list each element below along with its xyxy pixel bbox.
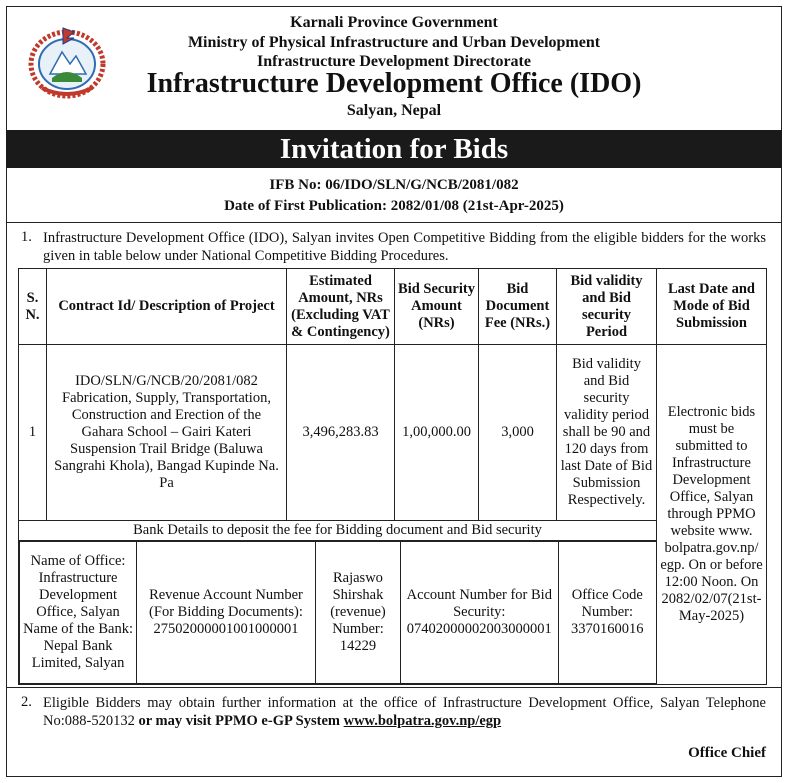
- header-amount: Estimated Amount, NRs (Excluding VAT & Contingency): [287, 269, 395, 345]
- row-validity: Bid validity and Bid security validity period shall be 90 and 120 days from last Date of Bid Submission Respectively.: [557, 345, 657, 521]
- ministry-name: Ministry of Physical Infrastructure and Urban Development: [187, 34, 601, 51]
- rajaswo-number: Rajaswo Shirshak (revenue) Number: 14229: [315, 542, 400, 684]
- header-validity: Bid validity and Bid security Period: [557, 269, 657, 345]
- bank-details-row: [19, 541, 657, 685]
- para1-number: 1.: [21, 229, 32, 245]
- bank-details-title: Bank Details to deposit the fee for Bidding document and Bid security: [19, 521, 657, 541]
- divider: [6, 222, 782, 223]
- bolpatra-link[interactable]: www.bolpatra.gov.np/egp: [343, 713, 502, 729]
- revenue-account: Revenue Account Number (For Bidding Documents): 27502000001001000001: [137, 542, 316, 684]
- para2-ppmo-text: or may visit PPMO e-GP System: [134, 713, 344, 729]
- signature: Office Chief: [688, 745, 766, 761]
- header-bid-security: Bid Security Amount (NRs): [395, 269, 479, 345]
- office-location: Salyan, Nepal: [346, 102, 442, 119]
- bank-details-table: [19, 541, 656, 684]
- bids-table: [18, 268, 767, 685]
- row-bid-security: 1,00,000.00: [395, 345, 479, 521]
- office-code: Office Code Number: 3370160016: [558, 542, 656, 684]
- row-amount: 3,496,283.83: [287, 345, 395, 521]
- row-last-date: Electronic bids must be submitted to Infrastructure Development Office, Salyan through PPMO website www. bolpatra.gov.np/ egp. On or before 12:00 Noon. On 2082/02/07(21st-May-2025): [657, 345, 767, 685]
- directorate-name: Infrastructure Development Directorate: [257, 53, 531, 70]
- page-title: Invitation for Bids: [6, 130, 782, 168]
- province-name: Karnali Province Government: [290, 14, 498, 31]
- header-doc-fee: Bid Document Fee (NRs.): [479, 269, 557, 345]
- row-sn: 1: [19, 345, 47, 521]
- header-sn: S. N.: [19, 269, 47, 345]
- ifb-number: IFB No: 06/IDO/SLN/G/NCB/2081/082: [269, 177, 519, 193]
- bank-office-name: Name of Office: Infrastructure Development Office, Salyan Name of the Bank: Nepal Bank Limited, Salyan: [20, 542, 137, 684]
- row-contract: IDO/SLN/G/NCB/20/2081/082 Fabrication, Supply, Transportation, Construction and Erection of the Gahara School – Gairi Kateri Suspension Trail Bridge (Baluwa Sangrahi Khola), Bangad Kupinde Na. Pa: [47, 345, 287, 521]
- header-contract: Contract Id/ Description of Project: [47, 269, 287, 345]
- row-doc-fee: 3,000: [479, 345, 557, 521]
- table-row: [19, 345, 767, 521]
- para1-text: Infrastructure Development Office (IDO), Salyan invites Open Competitive Bidding from the eligible bidders for the works given in table below under National Competitive Bidding Procedures.: [43, 230, 766, 264]
- para2-body: Eligible Bidders may obtain further information at the office of Infrastructure Development Office, Salyan Telephone No:088-520132: [43, 695, 766, 729]
- security-account: Account Number for Bid Security: 07402000002003000001: [401, 542, 559, 684]
- divider: [6, 687, 782, 688]
- office-name: Infrastructure Development Office (IDO): [146, 68, 642, 99]
- para2-text: [43, 694, 766, 730]
- publication-date: Date of First Publication: 2082/01/08 (21st-Apr-2025): [224, 198, 564, 214]
- header-last-date: Last Date and Mode of Bid Submission: [657, 269, 767, 345]
- para2-number: 2.: [21, 694, 32, 710]
